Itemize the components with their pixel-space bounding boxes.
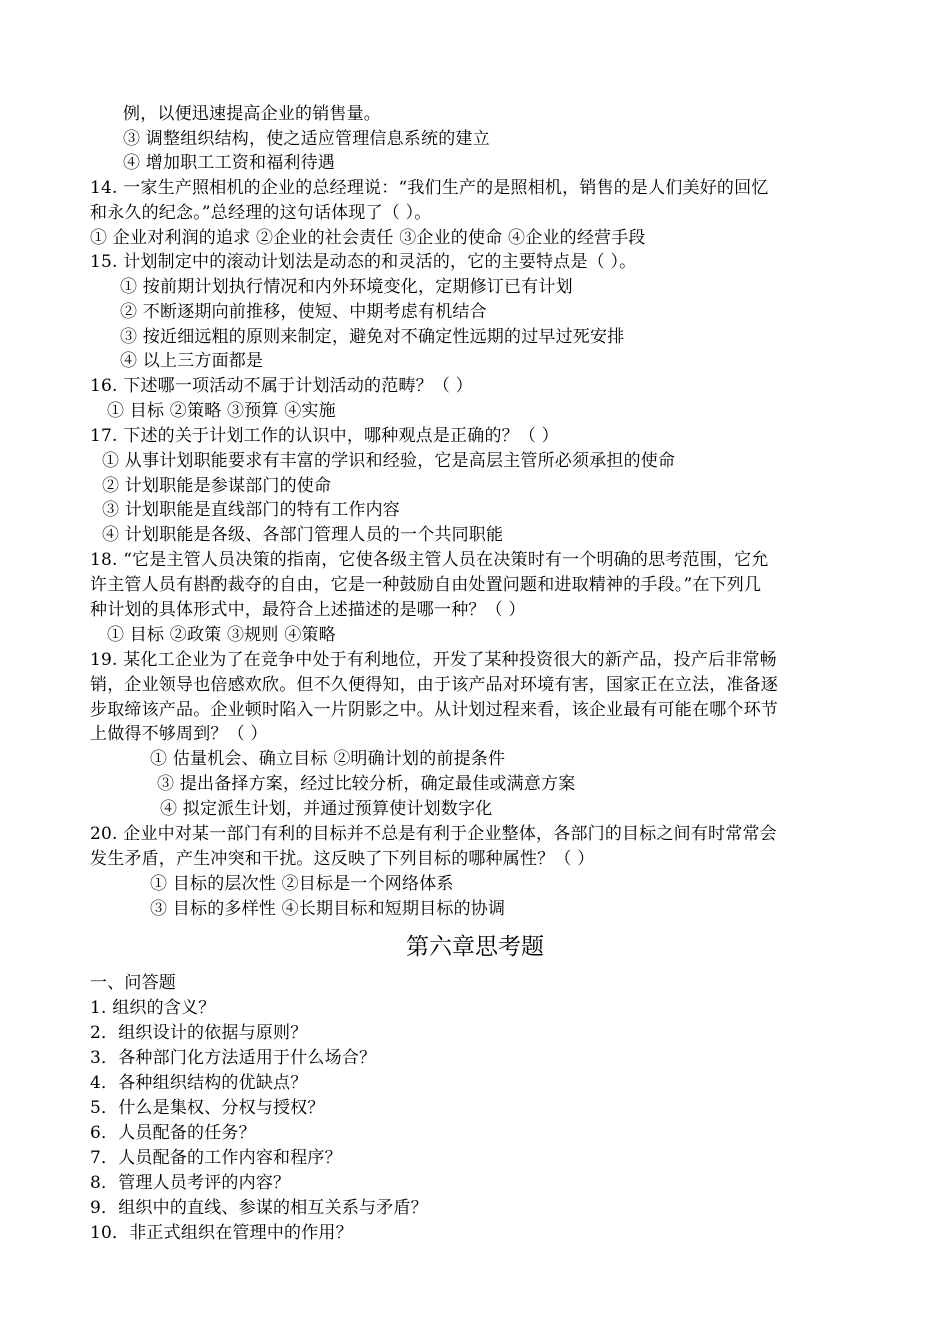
q19-stem-line3: 步取缔该产品。企业顿时陷入一片阴影之中。从计划过程来看，该企业最有可能在哪个环节 <box>90 700 778 720</box>
option-3: ③ 调整组织结构，使之适应管理信息系统的建立 <box>123 129 490 149</box>
q20-options-3-4: ③ 目标的多样性 ④长期目标和短期目标的协调 <box>150 899 506 919</box>
q15-option-3: ③ 按近细远粗的原则来制定，避免对不确定性远期的过早过死安排 <box>120 327 625 347</box>
q19-stem-line1: 19. 某化工企业为了在竞争中处于有利地位，开发了某种投资很大的新产品，投产后非常畅 <box>90 650 777 670</box>
continued-option-text: 例，以便迅速提高企业的销售量。 <box>123 104 381 124</box>
q19-stem-line4: 上做得不够周到？（ ） <box>90 724 268 744</box>
q14-stem-line2: 和永久的纪念。”总经理的这句话体现了（ ）。 <box>90 203 432 223</box>
question-item: 2．组织设计的依据与原则？ <box>90 1023 308 1043</box>
q15-option-1: ① 按前期计划执行情况和内外环境变化，定期修订已有计划 <box>120 277 573 297</box>
q19-stem-line2: 销，企业领导也倍感欢欣。但不久便得知，由于该产品对环境有害，国家正在立法，准备逐 <box>90 675 778 695</box>
question-item: 1. 组织的含义？ <box>90 998 216 1018</box>
question-item: 7．人员配备的工作内容和程序？ <box>90 1148 342 1168</box>
q15-option-4: ④ 以上三方面都是 <box>120 351 264 371</box>
question-item: 4．各种组织结构的优缺点？ <box>90 1073 308 1093</box>
q15-stem: 15. 计划制定中的滚动计划法是动态的和灵活的，它的主要特点是（ ）。 <box>90 252 637 272</box>
q17-option-1: ① 从事计划职能要求有丰富的学识和经验，它是高层主管所必须承担的使命 <box>102 451 676 471</box>
q18-stem-line2: 许主管人员有斟酌裁夺的自由，它是一种鼓励自由处置问题和进取精神的手段。”在下列几 <box>90 575 762 595</box>
option-4: ④ 增加职工工资和福利待遇 <box>123 153 336 173</box>
q20-stem-line2: 发生矛盾，产生冲突和干扰。这反映了下列目标的哪种属性？（ ） <box>90 849 595 869</box>
q17-stem: 17. 下述的关于计划工作的认识中，哪种观点是正确的？（ ） <box>90 426 559 446</box>
question-item: 10．非正式组织在管理中的作用？ <box>90 1223 353 1243</box>
q18-stem-line1: 18. “它是主管人员决策的指南，它使各级主管人员在决策时有一个明确的思考范围，它允 <box>90 550 769 570</box>
q14-options: ① 企业对利润的追求 ②企业的社会责任 ③企业的使命 ④企业的经营手段 <box>90 228 646 248</box>
q18-options: ① 目标 ②政策 ③规则 ④策略 <box>107 625 336 645</box>
q19-options-1-2: ① 估量机会、确立目标 ②明确计划的前提条件 <box>150 749 506 769</box>
q15-option-2: ② 不断逐期向前推移，使短、中期考虑有机结合 <box>120 302 487 322</box>
q19-option-3: ③ 提出备择方案，经过比较分析，确定最佳或满意方案 <box>157 774 576 794</box>
q19-option-4: ④ 拟定派生计划，并通过预算使计划数字化 <box>160 799 493 819</box>
q20-stem-line1: 20. 企业中对某一部门有利的目标并不总是有利于企业整体，各部门的目标之间有时常常会 <box>90 824 777 844</box>
q16-options: ① 目标 ②策略 ③预算 ④实施 <box>107 401 336 421</box>
chapter-title: 第六章思考题 <box>406 934 544 960</box>
question-item: 8．管理人员考评的内容？ <box>90 1173 291 1193</box>
q20-options-1-2: ① 目标的层次性 ②目标是一个网络体系 <box>150 874 454 894</box>
question-item: 9．组织中的直线、参谋的相互关系与矛盾？ <box>90 1198 428 1218</box>
question-item: 5．什么是集权、分权与授权？ <box>90 1098 325 1118</box>
question-item: 6．人员配备的任务？ <box>90 1123 256 1143</box>
q18-stem-line3: 种计划的具体形式中，最符合上述描述的是哪一种？（ ） <box>90 600 526 620</box>
section-heading: 一、问答题 <box>90 973 176 993</box>
q17-option-3: ③ 计划职能是直线部门的特有工作内容 <box>102 500 401 520</box>
q16-stem: 16. 下述哪一项活动不属于计划活动的范畴？（ ） <box>90 376 473 396</box>
q17-option-2: ② 计划职能是参谋部门的使命 <box>102 476 332 496</box>
q14-stem-line1: 14. 一家生产照相机的企业的总经理说：“我们生产的是照相机，销售的是人们美好的回忆 <box>90 178 769 198</box>
question-item: 3．各种部门化方法适用于什么场合？ <box>90 1048 377 1068</box>
q17-option-4: ④ 计划职能是各级、各部门管理人员的一个共同职能 <box>102 525 504 545</box>
